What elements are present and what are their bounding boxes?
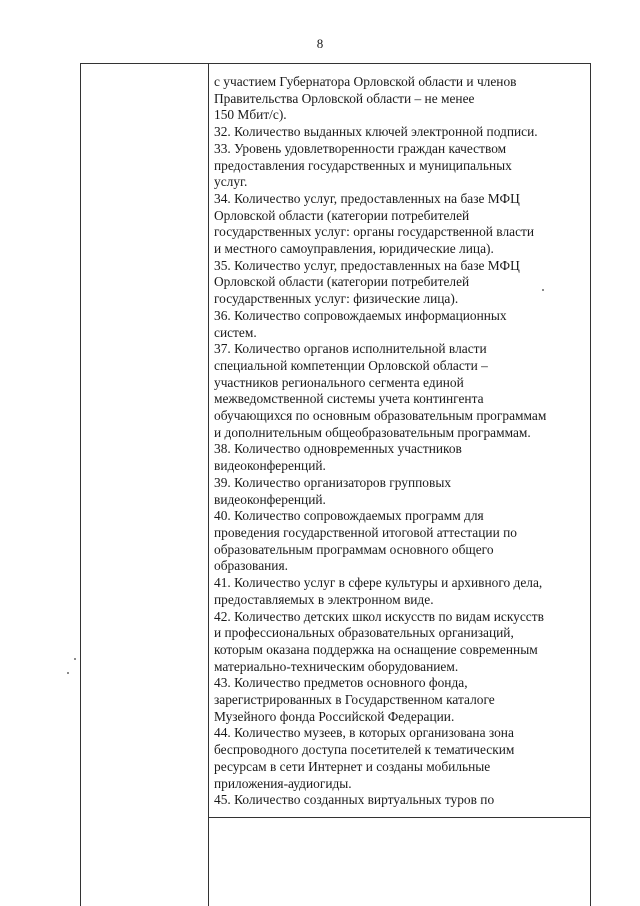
text-line: 40. Количество сопровождаемых программ для: [214, 508, 484, 524]
text-line: материально-техническим оборудованием.: [214, 658, 459, 674]
text-line: межведомственной системы учета контингента: [214, 391, 484, 407]
text-line: и профессиональных образовательных организаций,: [214, 625, 514, 641]
text-line: 42. Количество детских школ искусств по видам искусств: [214, 608, 544, 624]
scan-speck: [74, 658, 76, 660]
text-line: Правительства Орловской области – не менее: [214, 90, 475, 106]
text-line: 34. Количество услуг, предоставленных на базе МФЦ: [214, 190, 520, 206]
text-line: Орловской области (категории потребителей: [214, 274, 470, 290]
scan-speck: [67, 672, 69, 674]
text-line: с участием Губернатора Орловской области и членов: [214, 74, 517, 89]
row-separator: [208, 817, 590, 818]
text-line: зарегистрированных в Государственном каталоге: [214, 692, 495, 708]
text-line: 43. Количество предметов основного фонда,: [214, 675, 468, 691]
text-line: предоставления государственных и муниципальных: [214, 157, 512, 173]
page-number: 8: [316, 36, 324, 51]
text-line: 35. Количество услуг, предоставленных на базе МФЦ: [214, 257, 520, 273]
text-line: образования.: [214, 558, 288, 574]
text-line: предоставляемых в электронном виде.: [214, 591, 434, 607]
text-line: 39. Количество организаторов групповых: [214, 474, 452, 490]
text-line: беспроводного доступа посетителей к тематическим: [214, 742, 515, 758]
text-line: 37. Количество органов исполнительной власти: [214, 341, 487, 357]
text-line: 33. Уровень удовлетворенности граждан качеством: [214, 140, 507, 156]
text-line: государственных услуг: физические лица).: [214, 291, 459, 307]
scan-speck: [542, 289, 544, 291]
text-line: 41. Количество услуг в сфере культуры и архивного дела,: [214, 575, 543, 591]
text-line: 36. Количество сопровождаемых информационных: [214, 307, 507, 323]
text-line: образовательным программам основного общего: [214, 541, 494, 557]
text-line: Орловской области (категории потребителей: [214, 207, 470, 223]
text-line: 32. Количество выданных ключей электронной подписи.: [214, 124, 538, 140]
text-line: и дополнительным общеобразовательным программам.: [214, 424, 531, 440]
text-line: 38. Количество одновременных участников: [214, 441, 462, 457]
indicator-list: [214, 74, 588, 809]
text-line: 45. Количество созданных виртуальных туров по: [214, 792, 495, 808]
text-line: 44. Количество музеев, в которых организована зона: [214, 725, 514, 741]
text-line: видеоконференций.: [214, 491, 326, 507]
text-line: государственных услуг: органы государственной власти: [214, 224, 535, 240]
text-line: приложения-аудиогиды.: [214, 775, 352, 791]
text-line: Музейного фонда Российской Федерации.: [214, 708, 455, 724]
text-line: и местного самоуправления, юридические лица).: [214, 241, 494, 257]
text-line: ресурсам в сети Интернет и созданы мобильные: [214, 758, 491, 774]
text-line: участников регионального сегмента единой: [214, 374, 464, 390]
text-line: 150 Мбит/с).: [214, 107, 287, 123]
indicator-table: [80, 63, 591, 906]
column-divider: [208, 64, 209, 906]
text-line: проведения государственной итоговой аттестации по: [214, 524, 517, 540]
text-line: видеоконференций.: [214, 458, 326, 474]
text-line: которым оказана поддержка на оснащение современным: [214, 641, 538, 657]
text-line: услуг.: [214, 174, 248, 190]
text-line: обучающихся по основным образовательным программам: [214, 408, 547, 424]
text-line: систем.: [214, 324, 257, 340]
text-line: специальной компетенции Орловской области –: [214, 357, 488, 373]
